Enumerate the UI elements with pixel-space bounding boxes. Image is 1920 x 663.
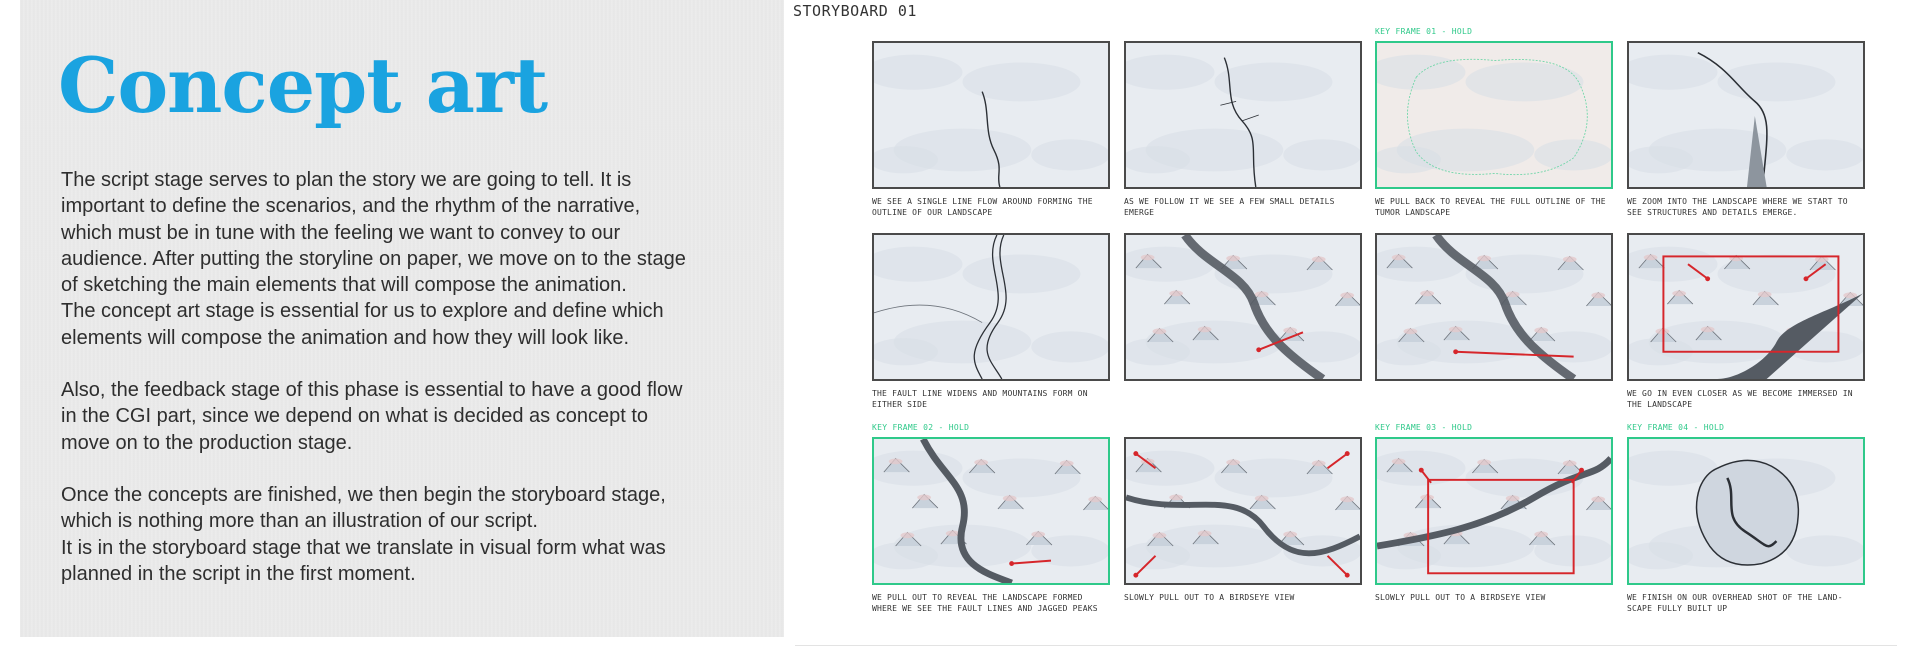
feedback-paragraph: Also, the feedback stage of this phase is essential to have a good flow in the CGI part, since we depend on what is decided as concept to move on to the production stage. [61, 379, 683, 454]
frame-caption: WE ZOOM INTO THE LANDSCAPE WHERE WE START TO SEE STRUCTURES AND DETAILS EMERGE. [1627, 197, 1848, 217]
frame-caption: WE PULL OUT TO REVEAL THE LANDSCAPE FORMED WHERE WE SEE THE FAULT LINES AND JAGGED PEAKS [872, 593, 1098, 613]
frame-sketch-line-details [1124, 41, 1362, 189]
concept-art-panel [20, 0, 784, 637]
frame-caption: THE FAULT LINE WIDENS AND MOUNTAINS FORM ON EITHER SIDE [872, 389, 1088, 409]
frame-caption: WE FINISH ON OUR OVERHEAD SHOT OF THE LAND- SCAPE FULLY BUILT UP [1627, 593, 1843, 613]
frame-sketch-river-arrow [1124, 233, 1362, 381]
frame-caption: WE PULL BACK TO REVEAL THE FULL OUTLINE OF THE TUMOR LANDSCAPE [1375, 197, 1606, 217]
key-frame-label: KEY FRAME 03 - HOLD [1375, 423, 1473, 432]
storyboard-paragraph: Once the concepts are finished, we then begin the storyboard stage, which is nothing more than an illustration of our script. It is in the storyboard stage that we translate in visual form what was planned in the script in the first moment. [61, 484, 666, 585]
storyboard-title: STORYBOARD 01 [793, 2, 917, 20]
key-frame-label: KEY FRAME 01 - HOLD [1375, 27, 1473, 36]
divider [795, 645, 1897, 646]
page-title: Concept art [58, 41, 548, 130]
frame-sketch-birdseye-a [1124, 437, 1362, 585]
frame-caption: WE SEE A SINGLE LINE FLOW AROUND FORMING THE OUTLINE OF OUR LANDSCAPE [872, 197, 1093, 217]
frame-sketch-single-line [872, 41, 1110, 189]
frame-sketch-birdseye-b [1375, 437, 1613, 585]
frame-sketch-river-arrow-long [1375, 233, 1613, 381]
intro-paragraph: The script stage serves to plan the story we are going to tell. It is important to define the scenarios, and the rhythm of the narrative, which must be in tune with the feeling we want to convey to our audience. After putting the storyline on paper, we move on to the stage of sketching the main elements that will compose the animation. The concept art stage is essential for us to explore and define which elements will compose the animation and how they will look like. [61, 169, 686, 349]
key-frame-label: KEY FRAME 02 - HOLD [872, 423, 970, 432]
frame-sketch-peaks [872, 437, 1110, 585]
frame-caption: AS WE FOLLOW IT WE SEE A FEW SMALL DETAILS EMERGE [1124, 197, 1335, 217]
frame-caption: WE GO IN EVEN CLOSER AS WE BECOME IMMERSED IN THE LANDSCAPE [1627, 389, 1853, 409]
frame-sketch-outline [1375, 41, 1613, 189]
frame-sketch-overhead [1627, 437, 1865, 585]
frame-caption: SLOWLY PULL OUT TO A BIRDSEYE VIEW [1375, 593, 1546, 602]
frame-sketch-fault-widens [872, 233, 1110, 381]
frame-sketch-immersed [1627, 233, 1865, 381]
frame-sketch-zoom-structures [1627, 41, 1865, 189]
key-frame-label: KEY FRAME 04 - HOLD [1627, 423, 1725, 432]
frame-caption: SLOWLY PULL OUT TO A BIRDSEYE VIEW [1124, 593, 1295, 602]
